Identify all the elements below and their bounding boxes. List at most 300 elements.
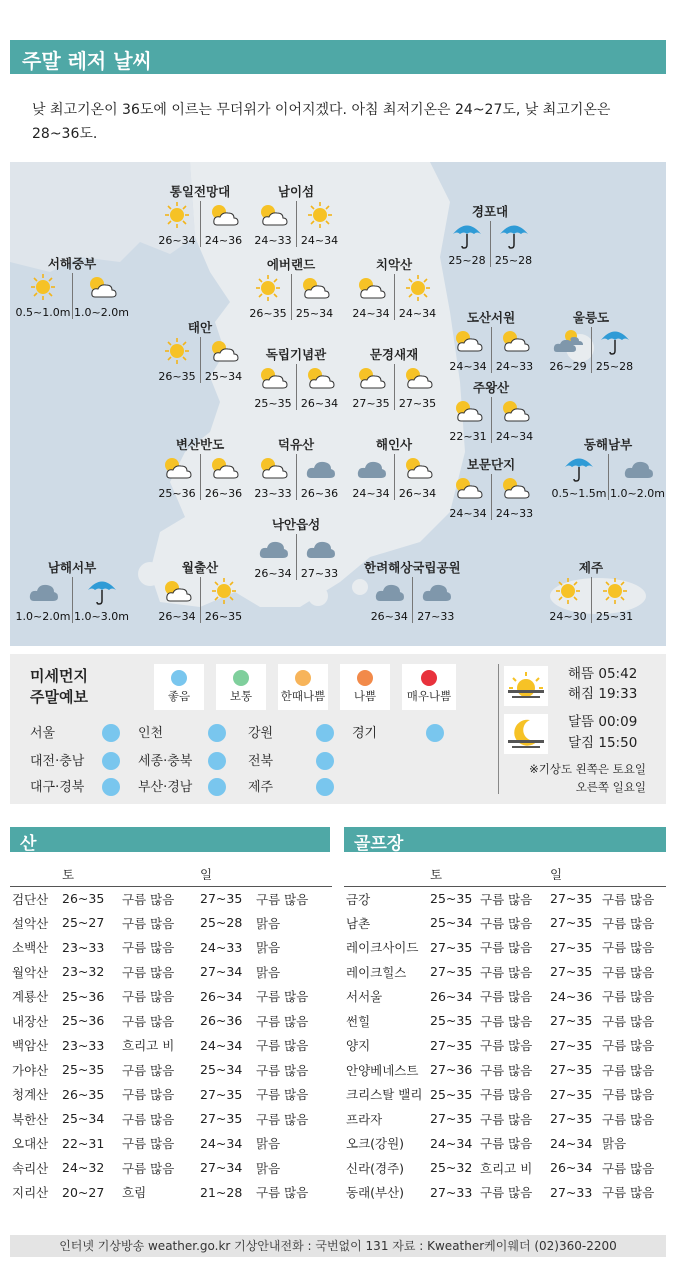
condition: 구름 많음 xyxy=(602,1111,655,1127)
condition: 구름 많음 xyxy=(122,1013,175,1029)
temperature: 27~35 xyxy=(550,915,593,931)
table-row xyxy=(10,1107,332,1132)
table-row xyxy=(344,911,666,936)
condition: 구름 많음 xyxy=(122,1062,175,1078)
saturday-forecast xyxy=(250,201,296,247)
sunday-temp: 1.0~2.0m xyxy=(74,306,129,319)
sunday-temp: 27~35 xyxy=(398,397,437,410)
location-name: 변산반도 xyxy=(175,437,225,452)
condition: 구름 많음 xyxy=(602,915,655,931)
table-row xyxy=(10,1156,332,1181)
map-location xyxy=(444,204,536,267)
condition: 구름 많음 xyxy=(122,964,175,980)
temperature: 27~35 xyxy=(200,891,243,906)
saturday-forecast xyxy=(545,327,591,373)
partly-cloudy-icon xyxy=(85,273,119,305)
face-icon xyxy=(295,670,311,686)
partly-cloudy-icon xyxy=(160,577,194,609)
section-title: 주말 레저 날씨 xyxy=(10,40,666,74)
temperature: 25~35 xyxy=(62,1062,105,1078)
legend-label: 보통 xyxy=(229,689,253,703)
map-location xyxy=(154,437,246,500)
temperature: 25~35 xyxy=(430,891,473,906)
sunday-temp: 1.0~2.0m xyxy=(610,487,665,500)
temperature: 23~32 xyxy=(62,964,105,980)
sunny-icon xyxy=(303,201,337,233)
saturday-temp: 26~34 xyxy=(158,234,196,247)
place-name: 신라(경주) xyxy=(346,1160,405,1176)
place-name: 프라자 xyxy=(346,1111,383,1127)
legend-label: 매우나쁨 xyxy=(406,689,452,703)
saturday-temp: 26~34 xyxy=(370,610,408,623)
saturday-temp: 25~35 xyxy=(254,397,292,410)
saturday-temp: 27~35 xyxy=(352,397,390,410)
location-name: 치악산 xyxy=(375,257,413,272)
map-location xyxy=(250,437,342,500)
temperature: 24~34 xyxy=(430,1135,473,1151)
temperature: 27~35 xyxy=(550,1062,593,1078)
temperature: 25~35 xyxy=(430,1086,473,1102)
table-row xyxy=(10,1033,332,1058)
condition: 구름 많음 xyxy=(480,915,533,931)
saturday-forecast xyxy=(250,534,296,580)
moonset-time: 달짐 15:50 xyxy=(568,735,638,751)
place-name: 크리스탈 밸리 xyxy=(346,1087,423,1103)
temperature: 27~35 xyxy=(200,1086,243,1102)
table-row xyxy=(10,1082,332,1107)
partly-cloudy-icon xyxy=(498,327,532,359)
saturday-forecast xyxy=(14,577,72,623)
dust-region-name: 서울 xyxy=(30,726,56,741)
face-icon xyxy=(421,670,437,686)
map-location xyxy=(250,517,342,580)
rain-umbrella-icon xyxy=(562,454,596,486)
partly-cloudy-icon xyxy=(451,474,485,506)
temperature: 27~35 xyxy=(550,939,593,955)
sunday-temp: 1.0~3.0m xyxy=(74,610,129,623)
footer: 인터넷 기상방송 weather.go.kr 기상안내전화 : 국번없이 131 자료 : Kweather케이웨더 (02)360-2200 xyxy=(10,1235,666,1257)
table-row xyxy=(344,935,666,960)
condition: 맑음 xyxy=(602,1136,627,1152)
temperature: 21~28 xyxy=(200,1184,243,1200)
sunday-forecast xyxy=(490,221,536,267)
location-name: 경포대 xyxy=(471,204,509,219)
good-face-icon xyxy=(208,778,226,796)
place-name: 지리산 xyxy=(12,1185,49,1201)
map-location xyxy=(550,437,666,500)
temperature: 27~35 xyxy=(430,1037,473,1053)
location-name: 월출산 xyxy=(181,560,219,575)
face-icon xyxy=(233,670,249,686)
map-location xyxy=(364,560,461,623)
location-name: 문경새재 xyxy=(369,347,419,362)
cloud-icon xyxy=(621,454,655,486)
sunday-temp: 24~36 xyxy=(204,234,243,247)
saturday-forecast xyxy=(550,454,608,500)
map-location xyxy=(348,437,440,500)
place-name: 속리산 xyxy=(12,1160,49,1176)
temperature: 22~31 xyxy=(62,1135,105,1151)
temperature: 25~34 xyxy=(430,915,473,931)
saturday-forecast xyxy=(250,454,296,500)
saturday-forecast xyxy=(445,327,491,373)
map-location xyxy=(250,347,342,410)
rain-umbrella-icon xyxy=(598,327,632,359)
condition: 구름 많음 xyxy=(256,1038,309,1054)
temperature: 27~35 xyxy=(430,1111,473,1127)
saturday-temp: 26~35 xyxy=(249,307,287,320)
sunset-time: 해짐 19:33 xyxy=(568,686,638,702)
good-face-icon xyxy=(316,778,334,796)
condition: 구름 많음 xyxy=(602,989,655,1005)
temperature: 27~35 xyxy=(430,939,473,955)
map-location xyxy=(348,347,440,410)
partly-cloudy-icon xyxy=(207,454,241,486)
map-location xyxy=(14,256,130,319)
sunday-forecast xyxy=(296,454,342,500)
condition: 구름 많음 xyxy=(256,989,309,1005)
partly-cloudy-icon xyxy=(451,397,485,429)
saturday-temp: 26~35 xyxy=(158,370,196,383)
saturday-forecast xyxy=(154,201,200,247)
sunday-temp: 27~33 xyxy=(300,567,339,580)
place-name: 내장산 xyxy=(12,1013,49,1029)
temperature: 24~32 xyxy=(62,1160,105,1176)
place-name: 오크(강원) xyxy=(346,1136,405,1152)
sunday-forecast xyxy=(591,577,637,623)
sunrise-time: 해뜸 05:42 xyxy=(568,666,638,682)
temperature: 25~34 xyxy=(62,1111,105,1127)
map-location xyxy=(445,380,537,443)
sunday-temp: 26~36 xyxy=(204,487,243,500)
table-row xyxy=(344,1033,666,1058)
temperature: 23~33 xyxy=(62,939,105,955)
condition: 구름 많음 xyxy=(256,1062,309,1078)
map-location xyxy=(154,560,246,623)
sunny-icon xyxy=(598,577,632,609)
sunny-icon xyxy=(207,577,241,609)
dust-region-name: 강원 xyxy=(248,726,274,741)
saturday-forecast xyxy=(154,337,200,383)
saturday-forecast xyxy=(250,364,296,410)
table-row xyxy=(344,960,666,985)
dust-legend-item xyxy=(402,664,456,710)
table-row xyxy=(344,1058,666,1083)
condition: 구름 많음 xyxy=(122,989,175,1005)
golf-header: 골프장 xyxy=(344,827,666,852)
saturday-forecast xyxy=(445,397,491,443)
temperature: 25~35 xyxy=(430,1013,473,1029)
temperature: 27~35 xyxy=(430,964,473,980)
condition: 구름 많음 xyxy=(602,1160,655,1176)
temperature: 25~34 xyxy=(200,1062,243,1078)
table-row xyxy=(344,1107,666,1132)
condition: 구름 많음 xyxy=(602,1062,655,1078)
place-name: 동래(부산) xyxy=(346,1185,405,1201)
face-icon xyxy=(357,670,373,686)
dust-legend-item xyxy=(340,664,390,710)
sunday-forecast xyxy=(296,534,342,580)
table-row xyxy=(10,984,332,1009)
temperature: 27~35 xyxy=(200,1111,243,1127)
sunday-forecast xyxy=(491,397,537,443)
weather-map xyxy=(10,162,666,646)
table-row xyxy=(10,1180,332,1205)
temperature: 24~36 xyxy=(550,988,593,1004)
dust-legend-item xyxy=(278,664,328,710)
partly-cloudy-icon xyxy=(298,274,332,306)
sunny-icon xyxy=(551,577,585,609)
golf-table: 토 일 금강 25~35 구름 많음 27~35 구름 많음 남촌 25~34 구름 많음 27~35 구름 많음 레이크사이드 27~35 구름 많음 27~35 구름 많음 레이크힐스 27~35 구름 많음 27~35 구름 많음 서서울 26~34 구름 많음 24~36 구름 많음 썬힐 25~35 구름 많음 27~35 구름 많음 양지 27~35 구름 많음 27~35 구름 많음 안양베네스트 27~36 구름 많음 27~35 구름 많음 크리스탈 밸리 25~35 구름 많음 27~35 구름 많음 프라자 27~35 구름 많음 27~35 구름 많음 오크(강원) 24~34 구름 많음 24~34 맑음 신라(경주) 25~32 흐리고 비 26~34 구름 많음 동래(부산) 27~33 구름 많음 27~33 구름 많음 xyxy=(344,862,666,1205)
sunday-forecast xyxy=(394,364,440,410)
partly-cloudy-icon xyxy=(256,364,290,396)
table-row xyxy=(10,1131,332,1156)
condition: 맑음 xyxy=(256,915,281,931)
map-location xyxy=(154,184,246,247)
saturday-temp: 24~34 xyxy=(352,307,390,320)
divider xyxy=(498,664,499,794)
location-name: 낙안읍성 xyxy=(271,517,321,532)
condition: 구름 많음 xyxy=(480,1111,533,1127)
temperature: 27~34 xyxy=(200,1160,243,1176)
sunday-temp: 25~31 xyxy=(595,610,634,623)
sunday-temp: 26~35 xyxy=(204,610,243,623)
condition: 흐리고 비 xyxy=(480,1160,533,1176)
sunday-forecast xyxy=(412,577,458,623)
rain-umbrella-icon xyxy=(497,221,531,253)
temperature: 20~27 xyxy=(62,1184,105,1200)
location-name: 동해남부 xyxy=(583,437,633,452)
sunny-icon xyxy=(160,201,194,233)
place-name: 북한산 xyxy=(12,1111,49,1127)
partly-cloudy-icon xyxy=(303,364,337,396)
location-name: 도산서원 xyxy=(466,310,516,325)
saturday-temp: 1.0~2.0m xyxy=(15,610,71,623)
saturday-temp: 0.5~1.5m xyxy=(551,487,607,500)
sunday-temp: 25~34 xyxy=(295,307,334,320)
place-name: 설악산 xyxy=(12,915,49,931)
moonrise-time: 달뜸 00:09 xyxy=(568,714,638,730)
good-face-icon xyxy=(208,724,226,742)
place-name: 오대산 xyxy=(12,1136,49,1152)
place-name: 금강 xyxy=(346,891,371,907)
saturday-temp: 24~33 xyxy=(254,234,292,247)
location-name: 보문단지 xyxy=(466,457,516,472)
map-location xyxy=(445,457,537,520)
location-name: 울릉도 xyxy=(572,310,610,325)
sunny-icon xyxy=(401,274,435,306)
place-name: 양지 xyxy=(346,1038,371,1054)
temperature: 26~35 xyxy=(62,1086,105,1102)
partly-cloudy-icon xyxy=(498,474,532,506)
temperature: 25~36 xyxy=(62,988,105,1004)
sunny-icon xyxy=(26,273,60,305)
dust-region-name: 대구·경북 xyxy=(30,780,85,795)
map-location xyxy=(348,257,440,320)
temperature: 27~33 xyxy=(550,1184,593,1200)
dust-legend-item xyxy=(216,664,266,710)
saturday-forecast xyxy=(14,273,72,319)
fine-dust-panel xyxy=(10,654,666,804)
partly-cloudy-icon xyxy=(207,337,241,369)
saturday-forecast xyxy=(154,577,200,623)
saturday-temp: 23~33 xyxy=(254,487,292,500)
condition: 구름 많음 xyxy=(122,1136,175,1152)
sunday-forecast xyxy=(608,454,666,500)
location-name: 남이섬 xyxy=(277,184,315,199)
table-row xyxy=(344,886,666,911)
condition: 구름 많음 xyxy=(122,940,175,956)
condition: 구름 많음 xyxy=(602,1038,655,1054)
condition: 맑음 xyxy=(256,1160,281,1176)
saturday-temp: 24~34 xyxy=(449,360,487,373)
intro-text: 낮 최고기온이 36도에 이르는 무더위가 이어지겠다. 아침 최저기온은 24~27도, 낮 최고기온은 28~36도. xyxy=(32,102,611,142)
saturday-temp: 25~36 xyxy=(158,487,196,500)
sunday-forecast xyxy=(394,274,440,320)
table-row xyxy=(344,1156,666,1181)
condition: 구름 많음 xyxy=(256,1111,309,1127)
place-name: 백암산 xyxy=(12,1038,49,1054)
temperature: 27~35 xyxy=(550,1013,593,1029)
partly-cloudy-icon xyxy=(498,397,532,429)
sunday-forecast xyxy=(200,337,246,383)
map-location xyxy=(545,310,637,373)
rain-umbrella-icon xyxy=(450,221,484,253)
table-row xyxy=(344,1009,666,1034)
sunday-temp: 25~28 xyxy=(595,360,634,373)
place-name: 청계산 xyxy=(12,1087,49,1103)
saturday-temp: 26~29 xyxy=(549,360,587,373)
condition: 구름 많음 xyxy=(602,1013,655,1029)
sunday-temp: 25~28 xyxy=(494,254,533,267)
sunday-temp: 24~34 xyxy=(495,430,534,443)
saturday-temp: 25~28 xyxy=(448,254,486,267)
temperature: 27~35 xyxy=(550,1037,593,1053)
temperature: 26~35 xyxy=(62,891,105,906)
sunny-icon xyxy=(160,337,194,369)
condition: 구름 많음 xyxy=(480,1013,533,1029)
good-face-icon xyxy=(102,752,120,770)
map-location xyxy=(245,257,337,320)
condition: 구름 많음 xyxy=(122,1087,175,1103)
temperature: 27~33 xyxy=(430,1184,473,1200)
face-icon xyxy=(171,670,187,686)
condition: 구름 많음 xyxy=(480,964,533,980)
location-name: 제주 xyxy=(578,560,604,575)
location-name: 독립기념관 xyxy=(265,347,327,362)
place-name: 썬힐 xyxy=(346,1013,371,1029)
condition: 구름 많음 xyxy=(122,915,175,931)
condition: 구름 많음 xyxy=(602,940,655,956)
place-name: 서서울 xyxy=(346,989,383,1005)
partly-cloudy-icon xyxy=(256,454,290,486)
location-name: 남해서부 xyxy=(47,560,97,575)
saturday-forecast xyxy=(245,274,291,320)
mountain-header: 산 xyxy=(10,827,330,852)
table-row xyxy=(344,1082,666,1107)
temperature: 24~34 xyxy=(200,1037,243,1053)
sunny-icon xyxy=(251,274,285,306)
location-name: 한려해상국립공원 xyxy=(364,560,461,575)
dust-legend-item xyxy=(154,664,204,710)
condition: 구름 많음 xyxy=(480,1136,533,1152)
dust-region-name: 부산·경남 xyxy=(138,780,193,795)
partly-cloudy-icon xyxy=(451,327,485,359)
condition: 흐림 xyxy=(122,1185,147,1201)
temperature: 25~36 xyxy=(62,1013,105,1029)
saturday-forecast xyxy=(154,454,200,500)
map-location xyxy=(14,560,130,623)
dust-region-name: 제주 xyxy=(248,780,274,795)
saturday-temp: 24~34 xyxy=(352,487,390,500)
condition: 구름 많음 xyxy=(480,1038,533,1054)
good-face-icon xyxy=(316,752,334,770)
map-location xyxy=(154,320,246,383)
good-face-icon xyxy=(426,724,444,742)
sunday-forecast xyxy=(296,364,342,410)
map-location xyxy=(445,310,537,373)
partly-cloudy-icon xyxy=(354,364,388,396)
sunday-forecast xyxy=(291,274,337,320)
temperature: 26~34 xyxy=(200,988,243,1004)
good-face-icon xyxy=(102,778,120,796)
condition: 맑음 xyxy=(256,940,281,956)
condition: 구름 많음 xyxy=(602,964,655,980)
place-name: 레이크사이드 xyxy=(346,940,419,956)
condition: 구름 많음 xyxy=(256,1087,309,1103)
partly-cloudy-icon xyxy=(207,201,241,233)
temperature: 27~35 xyxy=(550,1111,593,1127)
condition: 구름 많음 xyxy=(480,940,533,956)
sunday-temp: 24~33 xyxy=(495,360,534,373)
partly-cloudy-icon xyxy=(401,364,435,396)
table-row xyxy=(10,886,332,911)
sunday-temp: 24~34 xyxy=(300,234,339,247)
location-name: 덕유산 xyxy=(277,437,315,452)
location-name: 에버랜드 xyxy=(266,257,316,272)
temperature: 24~34 xyxy=(550,1135,593,1151)
location-name: 서해중부 xyxy=(47,256,97,271)
temperature: 27~35 xyxy=(550,1086,593,1102)
cloud-icon xyxy=(256,534,290,566)
place-name: 검단산 xyxy=(12,891,49,907)
legend-label: 나쁨 xyxy=(353,689,377,703)
saturday-forecast xyxy=(366,577,412,623)
map-location xyxy=(250,184,342,247)
cloud-icon xyxy=(303,454,337,486)
dust-title: 미세먼지 주말예보 xyxy=(30,667,88,706)
location-name: 태안 xyxy=(187,320,213,335)
cloudy-sun-icon xyxy=(551,327,585,359)
sunday-temp: 26~36 xyxy=(300,487,339,500)
sunday-forecast xyxy=(200,454,246,500)
condition: 구름 많음 xyxy=(480,1185,533,1201)
table-row xyxy=(10,960,332,985)
good-face-icon xyxy=(316,724,334,742)
temperature: 27~35 xyxy=(550,891,593,906)
sunday-forecast xyxy=(72,273,130,319)
saturday-forecast xyxy=(348,364,394,410)
partly-cloudy-icon xyxy=(401,454,435,486)
condition: 구름 많음 xyxy=(122,1111,175,1127)
sunday-forecast xyxy=(296,201,342,247)
place-name: 가야산 xyxy=(12,1062,49,1078)
condition: 구름 많음 xyxy=(122,1160,175,1176)
dust-region-name: 세종·충북 xyxy=(138,754,193,769)
sunday-forecast xyxy=(200,201,246,247)
map-location xyxy=(545,560,637,623)
good-face-icon xyxy=(208,752,226,770)
